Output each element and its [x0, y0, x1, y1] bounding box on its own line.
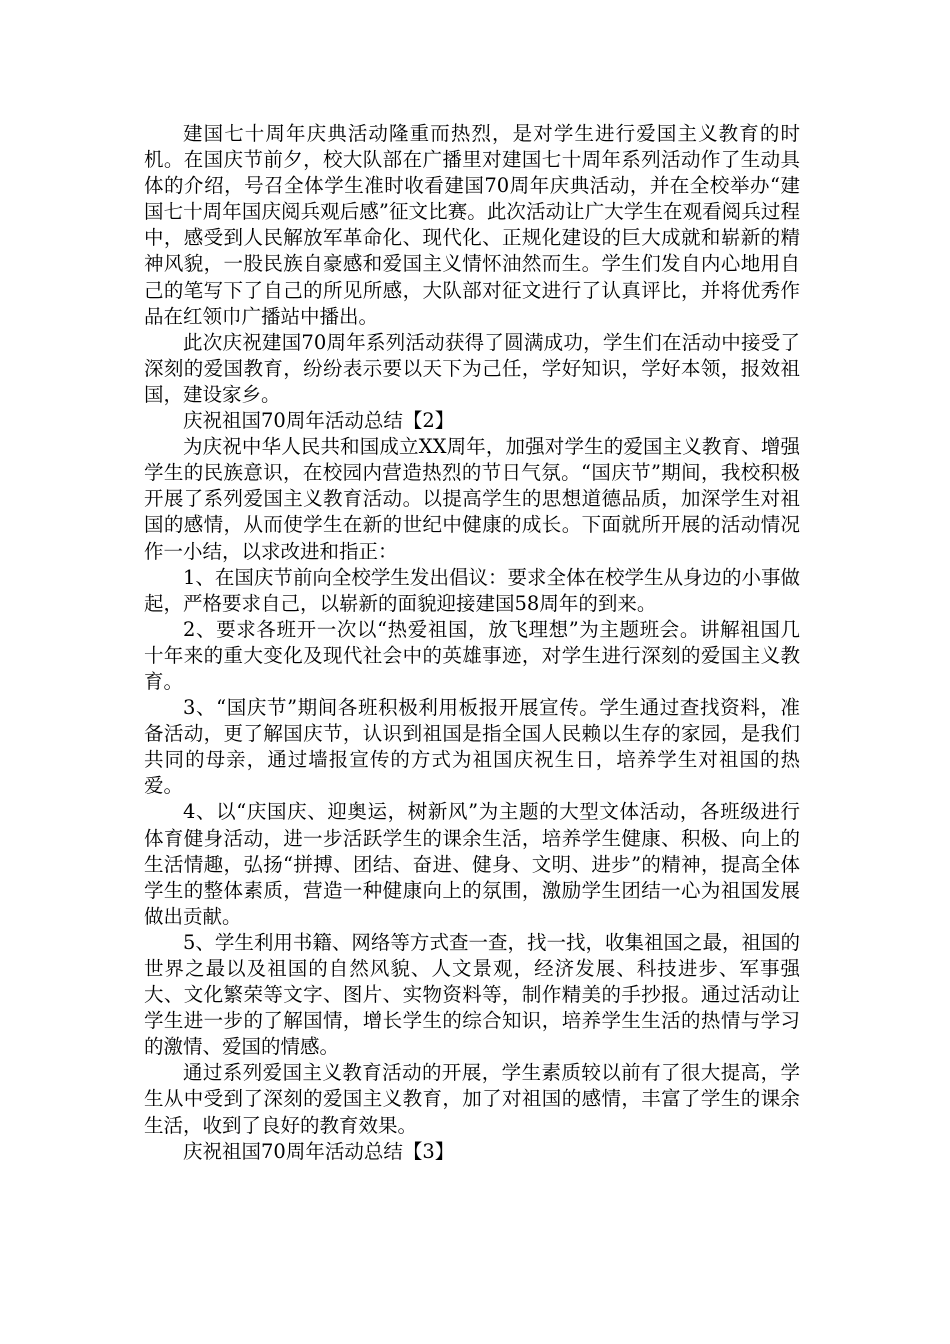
paragraph-conclusion-2: 通过系列爱国主义教育活动的开展，学生素质较以前有了很大提高，学生从中受到了深刻的爱国主义教育，加了对祖国的感情，丰富了学生的课余生活，收到了良好的教育效果。	[144, 1061, 800, 1137]
section-heading-2: 庆祝祖国70周年活动总结【2】	[183, 409, 455, 433]
list-item-1: 1、在国庆节前向全校学生发出倡议：要求全体在校学生从身边的小事做起，严格要求自己，以崭新的面貌迎接建国58周年的到来。	[144, 565, 800, 615]
section-heading-3: 庆祝祖国70周年活动总结【3】	[183, 1139, 455, 1163]
document-body	[144, 121, 800, 1165]
list-item-2: 2、要求各班开一次以“热爱祖国，放飞理想”为主题班会。讲解祖国几十年来的重大变化及现代社会中的英雄事迹，对学生进行深刻的爱国主义教育。	[144, 617, 800, 693]
paragraph-anniversary-celebration: 建国七十周年庆典活动隆重而热烈，是对学生进行爱国主义教育的时机。在国庆节前夕，校大队部在广播里对建国七十周年系列活动作了生动具体的介绍，号召全体学生准时收看建国70周年庆典活动，并在全校举办“建国七十周年国庆阅兵观后感”征文比赛。此次活动让广大学生在观看阅兵过程中，感受到人民解放军革命化、现代化、正规化建设的巨大成就和崭新的精神风貌，一股民族自豪感和爱国主义情怀油然而生。学生们发自内心地用自己的笔写下了自己的所见所感，大队部对征文进行了认真评比，并将优秀作品在红领巾广播站中播出。	[144, 122, 800, 328]
paragraph-activity-success: 此次庆祝建国70周年系列活动获得了圆满成功，学生们在活动中接受了深刻的爱国教育，纷纷表示要以天下为己任，学好知识，学好本领，报效祖国，建设家乡。	[144, 330, 800, 406]
list-item-3: 3、“国庆节”期间各班积极利用板报开展宣传。学生通过查找资料，准备活动，更了解国庆节，认识到祖国是指全国人民赖以生存的家园，是我们共同的母亲，通过墙报宣传的方式为祖国庆祝生日，培养学生对祖国的热爱。	[144, 696, 800, 798]
paragraph-intro-2: 为庆祝中华人民共和国成立XX周年，加强对学生的爱国主义教育、增强学生的民族意识，在校园内营造热烈的节日气氛。“国庆节”期间，我校积极开展了系列爱国主义教育活动。以提高学生的思想道德品质，加深学生对祖国的感情，从而使学生在新的世纪中健康的成长。下面就所开展的活动情况作一小结，以求改进和指正：	[144, 435, 800, 563]
list-item-4: 4、以“庆国庆、迎奥运，树新风”为主题的大型文体活动，各班级进行体育健身活动，进一步活跃学生的课余生活，培养学生健康、积极、向上的生活情趣，弘扬“拼搏、团结、奋进、健身、文明、进步”的精神，提高全体学生的整体素质，营造一种健康向上的氛围，激励学生团结一心为祖国发展做出贡献。	[144, 800, 800, 928]
list-item-5: 5、学生利用书籍、网络等方式查一查，找一找，收集祖国之最，祖国的世界之最以及祖国的自然风貌、人文景观，经济发展、科技进步、军事强大、文化繁荣等文字、图片、实物资料等，制作精美的手抄报。通过活动让学生进一步的了解国情，增长学生的综合知识，培养学生生活的热情与学习的激情、爱国的情感。	[144, 930, 800, 1059]
